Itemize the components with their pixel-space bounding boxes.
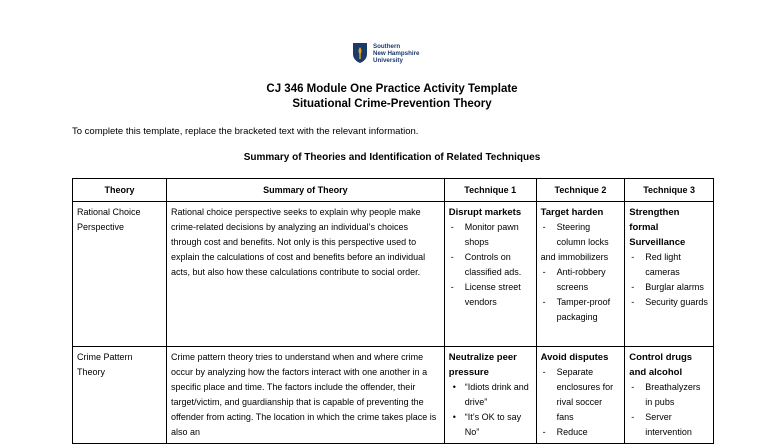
table-header-row <box>73 179 714 202</box>
technique-heading: Avoid disputes <box>540 352 609 363</box>
logo-line-2: New Hampshire <box>373 49 420 57</box>
logo-line-3: University <box>373 56 403 64</box>
summary-cell: Crime pattern theory tries to understand when and where crime occur by analyzing how the factors interact with one another in a specific place and time. The factors include the offender, their target/victim, and guardianship that is capable of preventing the offender from acting. The location in which the crime takes place is also an <box>167 347 445 444</box>
technique-list <box>541 220 621 325</box>
list-item: - Controls on classified ads. <box>449 250 532 280</box>
list-item: and immobilizers <box>540 252 609 262</box>
technique-2-cell <box>536 347 625 444</box>
logo-line-1: Southern <box>373 42 401 50</box>
technique-list <box>449 380 532 440</box>
list-item: - Burglar alarms <box>629 280 709 295</box>
table-row <box>73 202 714 347</box>
list-item: - Monitor pawn shops <box>449 220 532 250</box>
technique-heading: Strengthen formal Surveillance <box>629 207 686 248</box>
document-title: CJ 346 Module One Practice Activity Template <box>266 83 518 95</box>
list-item: - Breathalyzers in pubs <box>629 380 709 410</box>
header-technique-2: Technique 2 <box>536 179 625 202</box>
list-item: - Security guards <box>629 295 709 310</box>
table-row <box>73 347 714 444</box>
document-subtitle: Situational Crime-Prevention Theory <box>292 98 492 110</box>
technique-3-cell <box>625 202 714 347</box>
technique-1-cell <box>444 347 536 444</box>
theory-cell: Crime Pattern Theory <box>73 347 167 444</box>
snhu-shield-icon <box>352 42 368 64</box>
list-item: - Server intervention <box>629 410 709 440</box>
list-item: - Anti-robbery screens <box>541 265 621 295</box>
technique-list <box>629 250 709 310</box>
summary-cell: Rational choice perspective seeks to explain why people make crime-related decisions by analyzing an individual’s choices through cost and benefits. Not only is this perspective used to explain the calculations of cost and benefits before an individual acts, but also how these calculations contribute to social order. <box>167 202 445 347</box>
header-theory: Theory <box>73 179 167 202</box>
technique-list <box>629 380 709 440</box>
instructions-text: To complete this template, replace the bracketed text with the relevant information. <box>72 126 419 137</box>
list-item: - Steering column locks <box>541 220 621 250</box>
technique-heading: Neutralize peer pressure <box>448 352 517 378</box>
list-item: - Separate enclosures for rival soccer fans <box>541 365 621 425</box>
technique-1-cell <box>444 202 536 347</box>
technique-3-cell <box>625 347 714 444</box>
university-name <box>373 43 419 64</box>
technique-2-cell <box>536 202 625 347</box>
header-summary: Summary of Theory <box>167 179 445 202</box>
technique-list <box>541 365 621 440</box>
theories-table <box>72 178 714 444</box>
table-title: Summary of Theories and Identification of Related Techniques <box>243 152 541 163</box>
technique-heading: Disrupt markets <box>448 207 522 218</box>
snhu-logo <box>352 42 419 64</box>
list-item: - Reduce <box>541 425 621 440</box>
theory-cell: Rational Choice Perspective <box>73 202 167 347</box>
list-item: - Tamper-proof packaging <box>541 295 621 325</box>
header-technique-1: Technique 1 <box>444 179 536 202</box>
header-technique-3: Technique 3 <box>625 179 714 202</box>
technique-heading: Target harden <box>540 207 604 218</box>
list-item: - License street vendors <box>449 280 532 310</box>
technique-list <box>449 220 532 310</box>
list-item: - Red light cameras <box>629 250 709 280</box>
technique-heading: Control drugs and alcohol <box>629 352 693 378</box>
list-item: • “Idiots drink and drive” <box>449 380 532 410</box>
list-item: • “It’s OK to say No” <box>449 410 532 440</box>
